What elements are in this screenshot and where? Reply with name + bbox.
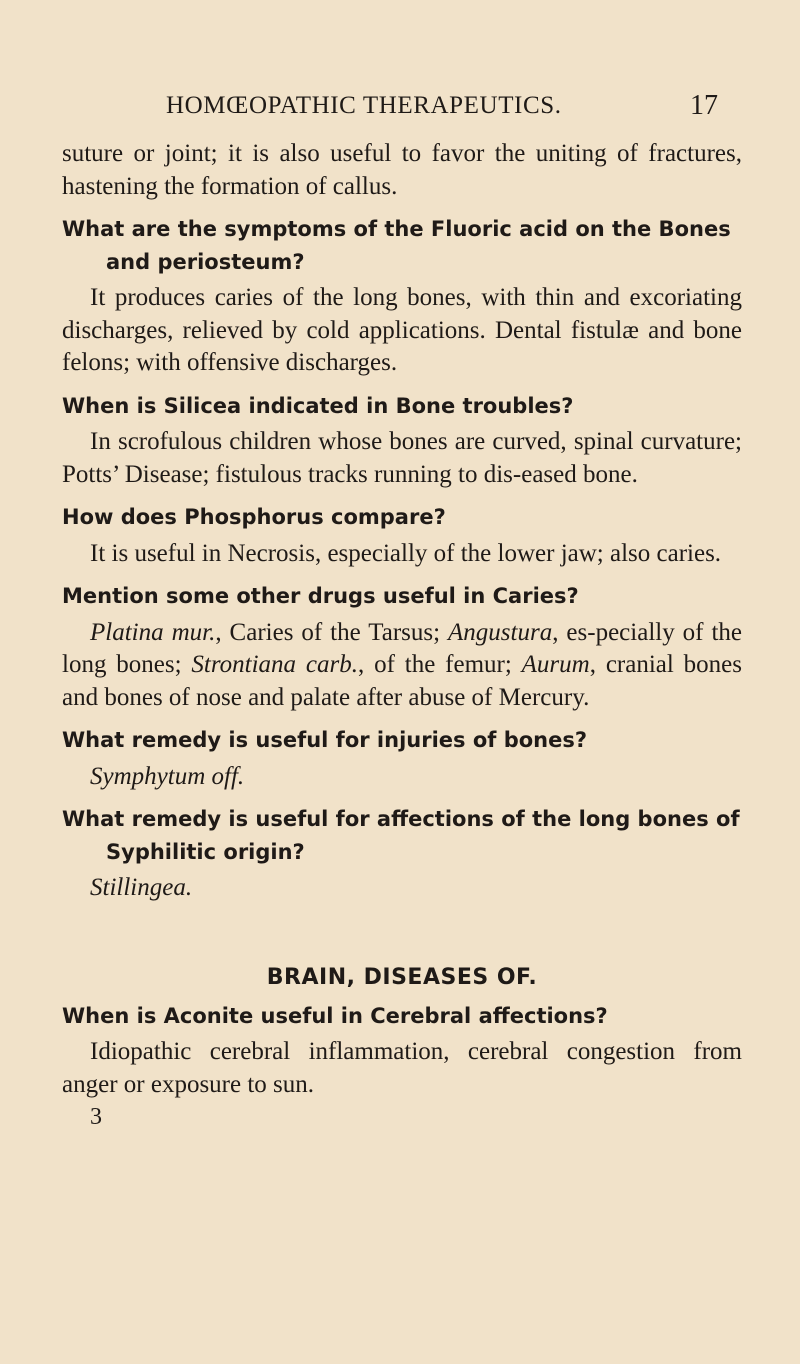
question-phosphorus: How does Phosphorus compare? xyxy=(62,505,446,529)
section-heading: BRAIN, DISEASES OF. xyxy=(266,964,538,990)
answer-bone-injuries: Symphytum off. xyxy=(90,762,245,790)
answer-caries-drugs: Platina mur., Caries of the Tarsus; Angustura, es-pecially of the long bones; Strontiana carb., of the femur; Aurum, cranial bones and bones of nose and palate after abuse of Mercury. xyxy=(62,618,742,711)
drug-platina: Platina mur. xyxy=(90,618,216,646)
page-header xyxy=(0,88,800,128)
question-caries-drugs: Mention some other drugs useful in Caries? xyxy=(62,584,579,608)
answer-phosphorus: It is useful in Necrosis, especially of the lower jaw; also caries. xyxy=(90,539,722,567)
answer-syphilitic-bones: Stillingea. xyxy=(90,874,193,901)
drug-aurum: Aurum xyxy=(521,651,590,678)
answer-fluoric-acid: It produces caries of the long bones, with thin and excoriating discharges, relieved by cold applications. Dental fistulæ and bone felons; with offensive discharges. xyxy=(62,284,742,376)
answer-aconite: Idiopathic cerebral inflammation, cerebral congestion from anger or exposure to sun. xyxy=(62,1038,742,1098)
question-fluoric-acid: What are the symptoms of the Fluoric acid on the Bones and periosteum? xyxy=(62,217,731,274)
question-aconite: When is Aconite useful in Cerebral affections? xyxy=(62,1003,608,1028)
question-silicea: When is Silicea indicated in Bone troubles? xyxy=(62,393,574,418)
drug-angustura: Angustura xyxy=(448,618,553,646)
question-syphilitic-bones: What remedy is useful for affections of the long bones of Syphilitic origin? xyxy=(62,807,740,864)
page-number: 17 xyxy=(690,90,718,121)
running-title: HOMŒOPATHIC THERAPEUTICS. xyxy=(166,92,562,119)
intro-paragraph: suture or joint; it is also useful to favor the uniting of fractures, hastening the formation of callus. xyxy=(62,140,742,200)
page-body xyxy=(62,138,742,1134)
question-bone-injuries: What remedy is useful for injuries of bones? xyxy=(62,728,588,752)
drug-strontiana: Strontiana carb. xyxy=(191,651,358,678)
answer-silicea: In scrofulous children whose bones are curved, spinal curvature; Potts’ Disease; fistulous tracks running to dis-eased bone. xyxy=(62,428,742,488)
signature-mark: 3 xyxy=(90,1104,102,1130)
